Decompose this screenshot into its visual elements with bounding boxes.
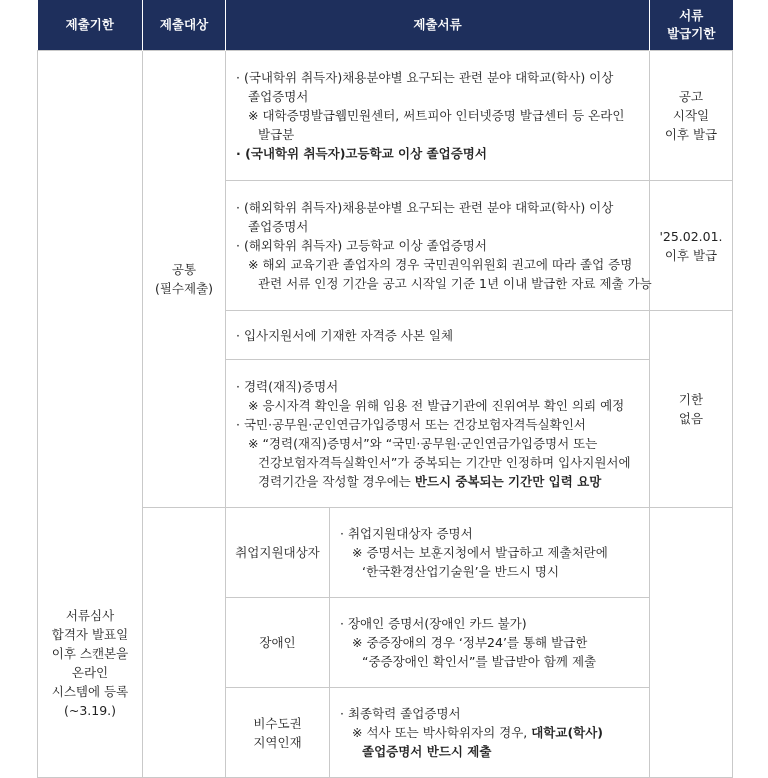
target-disabled: 장애인 xyxy=(226,598,330,688)
issue-line: '25.02.01. xyxy=(659,228,723,244)
deadline-l1: 서류심사 xyxy=(65,608,115,623)
documents-cell-disabled xyxy=(330,598,650,688)
doc-note: 관련 서류 인정 기간을 공고 시작일 기준 1년 이내 발급한 자료 제출 가능 xyxy=(258,276,652,291)
common-l2: (필수제출) xyxy=(154,281,214,296)
deadline-l5: 시스템에 등록 xyxy=(51,684,129,699)
issue-line: 시작일 xyxy=(672,108,710,123)
header-issue-l1: 서류 xyxy=(679,8,704,23)
doc-note: ※ 대학증명발급웹민원센터, 써트피아 인터넷증명 발급센터 등 온라인 xyxy=(248,108,625,123)
deadline-l4: 온라인 xyxy=(71,665,109,680)
doc-note: 발급분 xyxy=(258,127,295,142)
doc-note: 건강보험자격득실확인서”가 중복되는 기간만 인정하며 입사지원서에 xyxy=(258,454,631,470)
doc-note: ※ 증명서는 보훈지청에서 발급하고 제출처란에 xyxy=(352,545,608,560)
doc-line: · 장애인 증명서(장애인 카드 불가) xyxy=(340,616,527,631)
doc-note: “중증장애인 확인서”를 발급받아 함께 제출 xyxy=(362,654,597,669)
doc-line: · 최종학력 졸업증명서 xyxy=(340,706,461,721)
deadline-cell xyxy=(38,51,143,778)
documents-cell-domestic xyxy=(226,51,650,181)
doc-note-bold: 반드시 중복되는 기간만 입력 요망 xyxy=(414,473,602,489)
header-issue-period xyxy=(650,0,733,51)
doc-line: · (해외학위 취득자) 고등학교 이상 졸업증명서 xyxy=(236,238,487,253)
doc-line: 졸업증명서 xyxy=(248,219,309,234)
issue-cell-overseas xyxy=(650,181,733,311)
doc-note xyxy=(340,723,643,742)
issue-line: 공고 xyxy=(678,89,704,104)
doc-line: · 입사지원서에 기재한 자격증 사본 일체 xyxy=(236,327,454,343)
deadline-l6: (~3.19.) xyxy=(63,703,117,718)
issue-cell-special xyxy=(650,508,733,778)
documents-cell-veteran xyxy=(330,508,650,598)
documents-cell-certificate xyxy=(226,311,650,360)
doc-note: ‘한국환경산업기술원’을 반드시 명시 xyxy=(362,564,560,579)
deadline-l2: 합격자 발표일 xyxy=(51,627,129,642)
table-header-row xyxy=(38,0,733,51)
doc-note-bold: 대학교(학사) xyxy=(531,725,604,740)
documents-cell-overseas xyxy=(226,181,650,311)
doc-note: ※ 중증장애의 경우 ‘정부24’를 통해 발급한 xyxy=(352,635,588,650)
doc-line-bold: · (국내학위 취득자)고등학교 이상 졸업증명서 xyxy=(236,146,487,161)
header-documents: 제출서류 xyxy=(226,0,650,51)
header-issue-l2: 발급기한 xyxy=(667,26,716,41)
target-veteran: 취업지원대상자 xyxy=(226,508,330,598)
target-regional-l1: 비수도권 xyxy=(253,715,302,731)
deadline-l3: 이후 스캔본을 xyxy=(51,646,129,661)
doc-line: · (국내학위 취득자)채용분야별 요구되는 관련 분야 대학교(학사) 이상 xyxy=(236,70,614,85)
doc-note-bold: 졸업증명서 반드시 제출 xyxy=(362,744,492,759)
doc-note: ※ 응시자격 확인을 위해 임용 전 발급기관에 진위여부 확인 의뢰 예정 xyxy=(248,397,625,413)
documents-cell-regional xyxy=(330,688,650,778)
doc-note-text: 경력기간을 작성할 경우에는 xyxy=(258,473,415,489)
issue-cell-domestic xyxy=(650,51,733,181)
documents-cell-career xyxy=(226,360,650,508)
doc-line: 졸업증명서 xyxy=(248,89,309,104)
table-row xyxy=(38,508,733,598)
document-table xyxy=(37,0,733,778)
target-regional-l2: 지역인재 xyxy=(253,734,302,750)
doc-note-text: ※ 석사 또는 박사학위자의 경우, xyxy=(352,725,532,740)
common-l1: 공통 xyxy=(171,262,197,277)
issue-line: 기한 xyxy=(678,392,704,407)
issue-line: 이후 발급 xyxy=(664,247,718,263)
issue-line: 이후 발급 xyxy=(664,127,718,142)
doc-line: · (해외학위 취득자)채용분야별 요구되는 관련 분야 대학교(학사) 이상 xyxy=(236,200,614,215)
doc-line: · 국민·공무원·군인연금가입증명서 또는 건강보험자격득실확인서 xyxy=(236,416,586,432)
doc-line: · 경력(재직)증명서 xyxy=(236,378,339,394)
special-target-cell xyxy=(143,508,226,778)
header-target: 제출대상 xyxy=(143,0,226,51)
table-row xyxy=(38,51,733,181)
header-deadline: 제출기한 xyxy=(38,0,143,51)
common-target-cell xyxy=(143,51,226,508)
issue-cell-none xyxy=(650,311,733,508)
doc-note: ※ 해외 교육기관 졸업자의 경우 국민권익위원회 권고에 따라 졸업 증명 xyxy=(248,257,633,272)
doc-note: ※ “경력(재직)증명서”와 “국민·공무원·군인연금가입증명서 또는 xyxy=(248,435,598,451)
doc-note xyxy=(236,472,643,491)
target-regional xyxy=(226,688,330,778)
issue-line: 없음 xyxy=(678,411,704,426)
doc-line: · 취업지원대상자 증명서 xyxy=(340,526,473,541)
